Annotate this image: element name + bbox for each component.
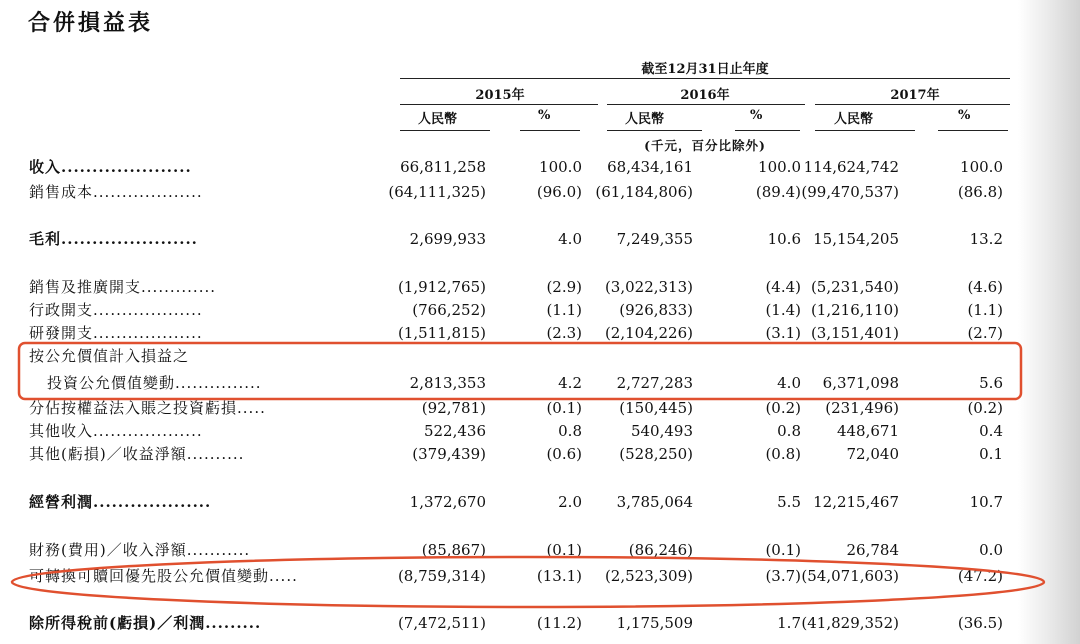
value-p2015: (11.2) [536, 614, 582, 632]
value-v2016: 2,727,283 [616, 374, 693, 392]
value-p2017: (47.2) [957, 567, 1003, 585]
period-heading: 截至12月31日止年度 [641, 62, 769, 77]
row-share-of-losses [0, 397, 1030, 419]
currency-2017-rule [815, 130, 915, 131]
value-v2017: (231,496) [825, 399, 899, 417]
row-label-text: 行政開支 [29, 301, 94, 319]
value-v2016: (528,250) [619, 445, 693, 463]
row-label [29, 345, 369, 367]
value-p2015: 2.0 [558, 493, 582, 511]
value-v2017: 6,371,098 [822, 374, 899, 392]
value-v2015: 2,813,353 [409, 374, 486, 392]
value-v2016: 540,493 [630, 422, 693, 440]
value-v2016: (2,104,226) [604, 324, 693, 342]
value-p2017: (2.7) [967, 324, 1003, 342]
row-label [29, 156, 369, 178]
row-cost-of-revenue [0, 181, 1030, 203]
row-label-text: 毛利 [29, 230, 62, 248]
percent-2016: % [750, 108, 763, 123]
value-p2015: (13.1) [536, 567, 582, 585]
value-v2015: (766,252) [412, 301, 486, 319]
value-p2017: 5.6 [979, 374, 1003, 392]
value-p2017: 10.7 [969, 493, 1003, 511]
value-p2015: (2.3) [546, 324, 582, 342]
value-p2015: 4.0 [558, 230, 582, 248]
row-admin-expenses [0, 299, 1030, 321]
value-p2016: 10.6 [767, 230, 801, 248]
percent-2015-rule [520, 130, 580, 131]
dot-leader: ...................... [61, 230, 198, 248]
row-label-text: 研發開支 [29, 324, 94, 342]
row-label-text: 其他(虧損)／收益淨額 [29, 445, 187, 463]
value-p2016: 1.7 [777, 614, 801, 632]
value-v2017: 72,040 [846, 445, 899, 463]
currency-2016-rule [607, 130, 702, 131]
value-v2016: 7,249,355 [616, 230, 693, 248]
row-label-text: 投資公允價值變動 [47, 374, 176, 392]
value-p2017: 13.2 [969, 230, 1003, 248]
value-v2017: 12,215,467 [813, 493, 899, 511]
value-v2016: (2,523,309) [604, 567, 693, 585]
dot-leader: ............. [141, 278, 217, 296]
row-label-text: 除所得稅前(虧損)／利潤 [29, 614, 206, 632]
value-v2017: (41,829,352) [801, 614, 899, 632]
row-label-text: 財務(費用)／收入淨額 [29, 541, 187, 559]
row-label [29, 228, 369, 250]
unit-note: (千元，百分比除外) [644, 138, 766, 153]
year-2016-heading: 2016年 [680, 88, 730, 103]
row-other-gains-losses [0, 443, 1030, 465]
currency-2015: 人民幣 [418, 112, 458, 127]
period-rule [400, 78, 1010, 79]
value-v2015: (92,781) [421, 399, 486, 417]
year-2015-rule [400, 104, 598, 105]
value-p2015: (0.6) [546, 445, 582, 463]
value-v2016: (86,246) [628, 541, 693, 559]
statement-title: 合併損益表 [28, 10, 154, 36]
value-v2017: (99,470,537) [801, 183, 899, 201]
value-p2017: 0.0 [979, 541, 1003, 559]
percent-2017: % [958, 108, 971, 123]
value-v2017: (3,151,401) [810, 324, 899, 342]
row-label-text: 銷售成本 [29, 183, 94, 201]
dot-leader: ................... [93, 301, 203, 319]
value-v2015: (379,439) [412, 445, 486, 463]
value-p2015: 0.8 [558, 422, 582, 440]
year-2017-heading: 2017年 [890, 88, 940, 103]
row-label [29, 612, 369, 634]
row-label-text: 收入 [29, 158, 62, 176]
value-v2016: 1,175,509 [616, 614, 693, 632]
value-p2017: (86.8) [957, 183, 1003, 201]
row-selling-marketing [0, 276, 1030, 298]
value-v2016: (926,833) [619, 301, 693, 319]
row-fv-change-heading [0, 345, 1030, 367]
row-label-text: 其他收入 [29, 422, 94, 440]
row-label [29, 443, 369, 465]
value-p2016: (0.8) [765, 445, 801, 463]
row-rnd-expenses [0, 322, 1030, 344]
value-p2015: (1.1) [546, 301, 582, 319]
row-gross-profit [0, 228, 1030, 250]
row-other-income [0, 420, 1030, 442]
row-label-text: 銷售及推廣開支 [29, 278, 142, 296]
value-v2015: (1,511,815) [397, 324, 486, 342]
value-p2015: (96.0) [536, 183, 582, 201]
dot-leader: ..... [269, 567, 298, 585]
currency-2015-rule [400, 130, 490, 131]
value-v2015: (8,759,314) [397, 567, 486, 585]
row-label-text: 按公允價值計入損益之 [29, 347, 190, 365]
dot-leader: ............... [175, 374, 262, 392]
dot-leader: ......... [205, 614, 262, 632]
row-label [29, 565, 369, 587]
dot-leader: ..................... [61, 158, 192, 176]
value-p2016: (0.2) [765, 399, 801, 417]
value-p2015: (2.9) [546, 278, 582, 296]
dot-leader: ..... [237, 399, 266, 417]
value-v2016: 68,434,161 [607, 158, 693, 176]
row-label [29, 397, 369, 419]
row-pretax-result [0, 612, 1030, 634]
dot-leader: ........... [186, 541, 251, 559]
value-p2016: 100.0 [758, 158, 801, 176]
value-v2015: (85,867) [421, 541, 486, 559]
row-label-text: 分佔按權益法入賬之投資虧損 [29, 399, 238, 417]
year-2015-heading: 2015年 [475, 88, 525, 103]
value-v2015: 66,811,258 [400, 158, 486, 176]
percent-2017-rule [938, 130, 1008, 131]
value-p2016: 0.8 [777, 422, 801, 440]
value-p2016: (89.4) [755, 183, 801, 201]
value-v2017: (5,231,540) [810, 278, 899, 296]
row-fv-change-preferred [0, 565, 1030, 587]
value-v2015: 1,372,670 [409, 493, 486, 511]
value-p2016: 4.0 [777, 374, 801, 392]
value-v2016: 3,785,064 [616, 493, 693, 511]
value-v2017: (1,216,110) [810, 301, 899, 319]
value-p2017: (36.5) [957, 614, 1003, 632]
dot-leader: ................... [93, 422, 203, 440]
row-finance-net [0, 539, 1030, 561]
value-p2017: 100.0 [960, 158, 1003, 176]
year-2017-rule [815, 104, 1010, 105]
row-label [29, 322, 369, 344]
row-label-text: 可轉換可贖回優先股公允價值變動 [29, 567, 270, 585]
value-p2015: (0.1) [546, 399, 582, 417]
value-v2015: 522,436 [423, 422, 486, 440]
value-p2017: 0.1 [979, 445, 1003, 463]
value-p2017: (4.6) [967, 278, 1003, 296]
row-label [29, 420, 369, 442]
currency-2017: 人民幣 [834, 112, 874, 127]
value-v2015: 2,699,933 [409, 230, 486, 248]
value-p2015: 4.2 [558, 374, 582, 392]
year-2016-rule [607, 104, 805, 105]
row-label [29, 276, 369, 298]
value-p2015: (0.1) [546, 541, 582, 559]
value-p2016: (0.1) [765, 541, 801, 559]
value-v2017: (54,071,603) [801, 567, 899, 585]
value-p2016: (3.7) [765, 567, 801, 585]
value-p2017: (1.1) [967, 301, 1003, 319]
value-v2017: 15,154,205 [813, 230, 899, 248]
value-v2016: (150,445) [619, 399, 693, 417]
row-label-text: 經營利潤 [29, 493, 94, 511]
value-v2016: (3,022,313) [604, 278, 693, 296]
percent-2015: % [538, 108, 551, 123]
value-p2016: (1.4) [765, 301, 801, 319]
value-v2017: 26,784 [846, 541, 899, 559]
dot-leader: ................... [93, 493, 212, 511]
row-revenue [0, 156, 1030, 178]
row-fv-change-investments [0, 372, 1030, 394]
row-label [29, 491, 369, 513]
value-p2016: (4.4) [765, 278, 801, 296]
dot-leader: ................... [93, 324, 203, 342]
value-p2017: 0.4 [979, 422, 1003, 440]
value-v2015: (64,111,325) [388, 183, 486, 201]
dot-leader: ................... [93, 183, 203, 201]
value-p2016: 5.5 [777, 493, 801, 511]
row-operating-profit [0, 491, 1030, 513]
value-p2017: (0.2) [967, 399, 1003, 417]
value-v2017: 448,671 [836, 422, 899, 440]
value-v2015: (7,472,511) [397, 614, 486, 632]
row-label [29, 539, 369, 561]
value-v2017: 114,624,742 [803, 158, 899, 176]
value-p2015: 100.0 [539, 158, 582, 176]
row-label [29, 299, 369, 321]
value-v2015: (1,912,765) [397, 278, 486, 296]
value-p2016: (3.1) [765, 324, 801, 342]
dot-leader: .......... [186, 445, 245, 463]
row-label [29, 181, 369, 203]
value-v2016: (61,184,806) [595, 183, 693, 201]
percent-2016-rule [735, 130, 800, 131]
currency-2016: 人民幣 [625, 112, 665, 127]
row-label [47, 372, 369, 394]
